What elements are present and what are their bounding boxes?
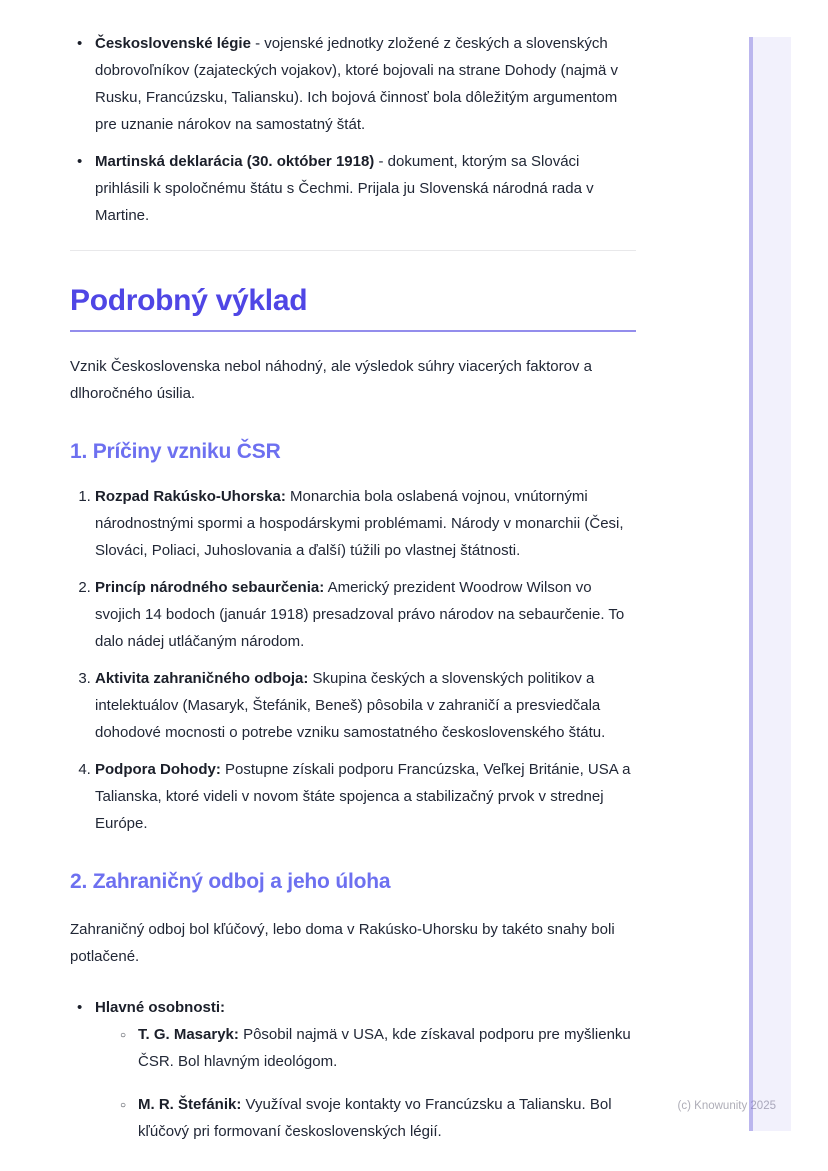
section-1-heading: 1. Príčiny vzniku ČSR xyxy=(70,440,281,463)
person-name: M. R. Štefánik: xyxy=(138,1096,242,1113)
list-item xyxy=(120,1021,636,1075)
person-description: Pôsobil najmä v USA, kde získaval podporu pre myšlienku ČSR. Bol hlavným ideológom. xyxy=(138,1026,631,1070)
term-definition: - dokument, ktorým sa Slováci prihlásili k spoločnému štátu s Čechmi. Prijala ju Slovenská národná rada v Martine. xyxy=(95,153,594,224)
term-label: Martinská deklarácia (30. október 1918) xyxy=(95,153,375,170)
intro-paragraph: Vznik Československa nebol náhodný, ale výsledok súhry viacerých faktorov a dlhoročného úsilia. xyxy=(70,358,592,402)
section-1-numbered-list xyxy=(70,483,636,837)
scrollbar-thumb[interactable] xyxy=(749,37,753,1131)
item-text: Monarchia bola oslabená vojnou, vnútornými národnostnými spormi a hospodárskymi problémami. Národy v monarchii (Česi, Slováci, Poliaci, Juhoslovania a ďalší) túžili po vlastnej štátnosti. xyxy=(95,488,624,559)
copyright-footer: (c) Knowunity 2025 xyxy=(677,1100,776,1112)
list-item xyxy=(70,30,636,138)
list-item xyxy=(95,574,636,655)
section-divider xyxy=(70,250,636,251)
item-text: Skupina českých a slovenských politikov a intelektuálov (Masaryk, Štefánik, Beneš) pôsobila v zahraničí a presviedčala dohodové mocnosti o potrebe vzniku samostatného československého štátu. xyxy=(95,670,606,741)
section-2-paragraph: Zahraničný odboj bol kľúčový, lebo doma v Rakúsko-Uhorsku by takéto snahy boli potlačené. xyxy=(70,921,615,965)
person-name: T. G. Masaryk: xyxy=(138,1026,239,1043)
section-2-heading: 2. Zahraničný odboj a jeho úloha xyxy=(70,870,391,893)
intro-bullet-list xyxy=(70,30,636,229)
list-item xyxy=(95,483,636,564)
sub-bullet-list xyxy=(95,1021,636,1145)
document-content xyxy=(70,0,636,1155)
term-definition: - vojenské jednotky zložené z českých a slovenských dobrovoľníkov (zajateckých vojakov), ktoré bojovali na strane Dohody (najmä v Rusku, Francúzsku, Taliansku). Ich bojová činnosť bola dôležitým argumentom pre uznanie nárokov na samostatný štát. xyxy=(95,35,618,133)
scrollbar-track[interactable] xyxy=(749,37,791,1131)
page-title: Podrobný výklad xyxy=(70,283,636,332)
item-label: Aktivita zahraničného odboja: xyxy=(95,670,309,687)
item-label: Podpora Dohody: xyxy=(95,761,221,778)
person-description: Využíval svoje kontakty vo Francúzsku a Taliansku. Bol kľúčový pri formovaní československých légií. xyxy=(138,1096,612,1140)
list-item xyxy=(70,994,636,1145)
item-label: Princíp národného sebaurčenia: xyxy=(95,579,325,596)
item-text: Americký prezident Woodrow Wilson vo svojich 14 bodoch (január 1918) presadzoval právo národov na sebaurčenie. To dalo nádej utláčaným národom. xyxy=(95,579,625,650)
list-item xyxy=(70,148,636,229)
term-label: Československé légie xyxy=(95,35,251,52)
item-label: Rozpad Rakúsko-Uhorska: xyxy=(95,488,286,505)
section-2-bullet-list xyxy=(70,994,636,1145)
item-label: Hlavné osobnosti: xyxy=(95,999,226,1016)
item-text: Postupne získali podporu Francúzska, Veľkej Británie, USA a Talianska, ktoré videli v novom štáte spojenca a stabilizačný prvok v strednej Európe. xyxy=(95,761,631,832)
list-item xyxy=(95,665,636,746)
list-item xyxy=(95,756,636,837)
